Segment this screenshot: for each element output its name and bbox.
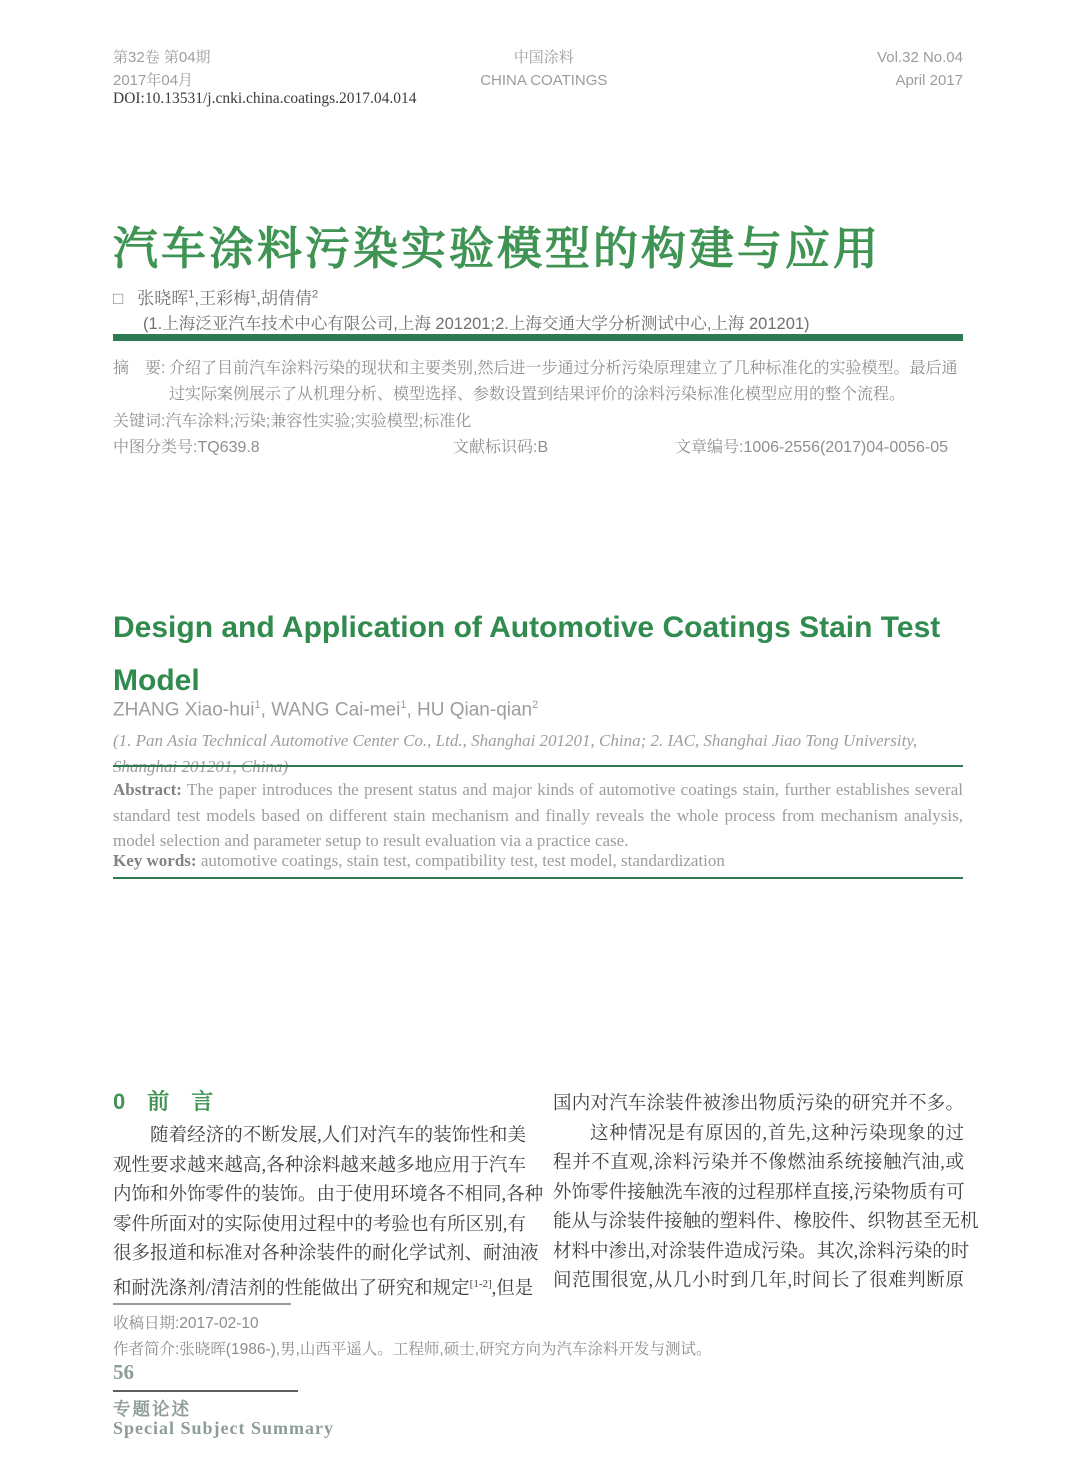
journal-header-left <box>113 46 211 92</box>
journal-title-en: CHINA COATINGS <box>480 72 608 89</box>
abstract-top-rule <box>113 765 963 767</box>
article-title-en: Design and Application of Automotive Coatings Stain Test Model <box>113 611 941 697</box>
author-3-cn: 胡倩倩 <box>261 289 312 308</box>
body-text: ,但是 <box>491 1278 534 1299</box>
journal-header-right <box>877 46 963 92</box>
author-biography: 作者简介:张晓晖(1986-),男,山西平遥人。工程师,硕士,研究方向为汽车涂料开发与测试。 <box>113 1341 712 1358</box>
footnote-rule <box>113 1303 291 1305</box>
body-line-with-reference <box>113 1270 534 1305</box>
body-line: 随着经济的不断发展,人们对汽车的装饰性和美 <box>150 1126 526 1146</box>
body-line: 国内对汽车涂装件被渗出物质污染的研究并不多。 <box>553 1094 964 1114</box>
volume-issue-cn: 第32卷 第04期 <box>113 49 211 66</box>
article-id: 文章编号:1006-2556(2017)04-0056-05 <box>675 439 949 456</box>
footer-rule <box>113 1390 298 1392</box>
author-2-affil-sup: 1 <box>250 288 257 301</box>
keywords-en <box>113 851 963 871</box>
journal-title-cn: 中国涂料 <box>513 49 574 66</box>
abstract-en <box>113 777 963 854</box>
affiliation-en: (1. Pan Asia Technical Automotive Center Co., Ltd., Shanghai 201201, China; 2. IAC, Shanghai Jiao Tong University, <box>113 731 918 750</box>
received-date: 收稿日期:2017-02-10 <box>113 1315 259 1332</box>
body-line: 能从与涂装件接触的塑料件、橡胶件、织物甚至无机 <box>553 1212 979 1232</box>
keywords-en-label: Key words: <box>113 851 197 870</box>
author-separator: , <box>406 699 418 721</box>
authors-cn <box>113 284 318 309</box>
authors-en <box>113 699 538 721</box>
journal-header <box>113 46 963 92</box>
body-right-column <box>553 1090 979 1297</box>
document-code: 文献标识码:B <box>453 439 549 456</box>
author-separator: , <box>194 289 200 308</box>
abstract-cn-text: 介绍了目前汽车涂料污染的现状和主要类别,然后进一步通过分析污染原理建立了几种标准化的实验模型。最后通过实际案例展示了从机理分析、模型选择、参数设置到结果评价的涂料污染标准化模型应用的整个流程。 <box>169 360 958 403</box>
column-name-en: Special Subject Summary <box>113 1418 334 1438</box>
affiliation-cn: (1.上海泛亚汽车技术中心有限公司,上海 201201;2.上海交通大学分析测试中心,上海 201201) <box>143 315 810 333</box>
author-3-affil-sup: 2 <box>312 288 319 301</box>
classification-row <box>113 434 963 457</box>
author-1-cn: 张晓晖 <box>137 289 189 308</box>
body-line: 很多报道和标准对各种涂装件的耐化学试剂、耐油液 <box>113 1244 539 1264</box>
section-0-heading: 0 前 言 <box>113 1089 214 1114</box>
reference-marker: [1-2] <box>469 1277 492 1290</box>
body-line: 内饰和外饰零件的装饰。由于使用环境各不相同,各种 <box>113 1185 544 1205</box>
author-3-en: HU Qian-qian <box>417 699 533 721</box>
author-separator: , <box>256 289 261 308</box>
doi: DOI:10.13531/j.cnki.china.coatings.2017.04.014 <box>113 90 417 107</box>
keywords-en-text: automotive coatings, stain test, compatibility test, test model, standardization <box>196 851 725 870</box>
abstract-en-label: Abstract: <box>113 780 182 799</box>
article-title-cn: 汽车涂料污染实验模型的构建与应用 <box>113 223 882 274</box>
author-3-affil-sup: 2 <box>532 699 539 711</box>
abstract-cn-label: 摘 要: <box>113 360 166 377</box>
author-2-en: WANG Cai-mei <box>271 699 401 721</box>
journal-header-center <box>480 46 607 92</box>
body-line: 零件所面对的实际使用过程中的考验也有所区别,有 <box>113 1214 526 1235</box>
body-line: 这种情况是有原因的,首先,这种污染现象的过 <box>590 1123 964 1144</box>
body-left-column <box>113 1122 544 1304</box>
body-line: 外饰零件接触洗车液的过程那样直接,污染物质有可 <box>553 1182 965 1203</box>
body-line: 程并不直观,涂料污染并不像燃油系统接触汽油,或 <box>553 1153 964 1173</box>
body-text: 和耐洗涤剂/清洁剂的性能做出了研究和规定 <box>113 1278 470 1299</box>
abstract-bottom-rule <box>113 877 963 879</box>
clc-number: 中图分类号:TQ639.8 <box>113 439 260 456</box>
body-line: 间范围很宽,从几小时到几年,时间长了很难判断原 <box>553 1271 964 1291</box>
author-1-en: ZHANG Xiao-hui <box>113 699 255 721</box>
author-1-affil-sup: 1 <box>188 288 195 301</box>
body-line: 观性要求越来越高,各种涂料越来越多地应用于汽车 <box>113 1155 526 1176</box>
date-cn: 2017年04月 <box>113 72 194 89</box>
body-line: 材料中渗出,对涂装件造成污染。其次,涂料污染的时 <box>553 1241 970 1262</box>
column-name-cn: 专题论述 <box>113 1399 191 1419</box>
author-separator: , <box>260 699 272 721</box>
keywords-cn: 关键词:汽车涂料;污染;兼容性实验;实验模型;标准化 <box>113 413 472 430</box>
author-checkbox-icon: □ <box>113 289 124 308</box>
abstract-cn <box>113 356 963 408</box>
author-1-affil-sup: 1 <box>254 699 261 711</box>
page-number: 56 <box>113 1360 134 1384</box>
author-2-cn: 王彩梅 <box>199 289 251 308</box>
author-2-affil-sup: 1 <box>400 699 407 711</box>
green-divider-bar <box>113 334 963 341</box>
abstract-en-text: The paper introduces the present status and major kinds of automotive coatings stain, further establishes several standard test models based on different stain mechanism and finally reveals the whole process from mechanism analysis, model selection and parameter setup to result evaluation via a practice case. <box>113 780 963 850</box>
date-en: April 2017 <box>895 72 963 89</box>
volume-issue-en: Vol.32 No.04 <box>877 49 963 66</box>
